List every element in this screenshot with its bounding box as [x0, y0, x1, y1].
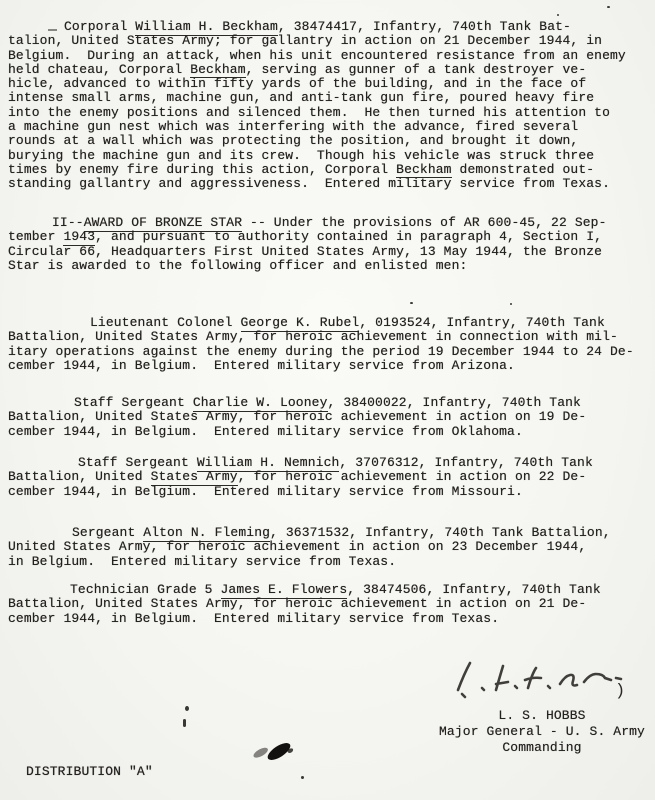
silver-star-citation-beckham [8, 20, 649, 192]
underlined-text: William H. Nemnich [196, 455, 340, 470]
text-line: United States Army, for heroic achievement in action on 23 December 1944, [8, 539, 587, 555]
underlined-text: Beckham [396, 161, 452, 177]
text-line: Battalion, United States Army, for heroic achievement in action on 22 De- [8, 469, 587, 485]
bronze-star-citation-nemnich [8, 456, 649, 499]
text-line: burying the machine gun and its crew. Though his vehicle was struck three [8, 147, 595, 163]
bronze-star-citation-fleming [8, 526, 649, 569]
underlined-text: 1943 [63, 229, 96, 245]
scan-speck [185, 706, 189, 711]
text-line: II--AWARD OF BRONZE STAR -- Under the provisions of AR 600-45, 22 Sep- [52, 215, 607, 230]
scan-speck [183, 719, 186, 727]
text-line: Staff Sergeant Charlie W. Looney, 38400022, Infantry, 740th Tank [74, 395, 581, 410]
signature-block [428, 708, 655, 756]
text-line: held chateau, Corporal Beckham, serving as gunner of a tank destroyer ve- [8, 61, 587, 77]
signature-flourish: ) [615, 682, 626, 701]
underlined-text: Charlie W. Looney [192, 395, 328, 410]
text-line: standing gallantry and aggressiveness. Entered military service from Texas. [8, 176, 611, 192]
bronze-star-citation-looney [8, 396, 649, 439]
text-line: intense small arms, machine gun, and anti-tank gun fire, poured heavy fire [8, 90, 595, 106]
underlined-text: Beckham [190, 61, 246, 77]
scan-speck [607, 6, 610, 8]
section-ii-award-of-bronze-star [8, 216, 649, 273]
text-line: Technician Grade 5 James E. Flowers, 38474506, Infantry, 740th Tank [70, 582, 601, 597]
text-line: into the enemy positions and silenced them. He then turned his attention to [8, 104, 611, 120]
text-line: talion, United States Army; for gallantry in action on 21 December 1944, in [8, 33, 603, 49]
scan-speck [557, 14, 559, 16]
underlined-text: AWARD OF BRONZE STAR [83, 215, 243, 230]
text-line: Staff Sergeant William H. Nemnich, 37076312, Infantry, 740th Tank [78, 455, 593, 470]
scan-stray-mark [48, 29, 57, 31]
text-line: Battalion, United States Army, for heroic achievement in action on 19 De- [8, 409, 587, 425]
text-line: rounds at a wall which was protecting the position, and brought it down, [8, 133, 579, 149]
text-line: Battalion, United States Army, for heroic achievement in connection with mil- [8, 329, 618, 345]
text-line: cember 1944, in Belgium. Entered military service from Oklahoma. [8, 423, 523, 439]
text-line: Battalion, United States Army, for heroic achievement in action on 21 De- [8, 596, 587, 612]
text-line: Sergeant Alton N. Fleming, 36371532, Infantry, 740th Tank Battalion, [72, 525, 611, 540]
bronze-star-citation-rubel [8, 316, 649, 373]
text-line: cember 1944, in Belgium. Entered military service from Texas. [8, 610, 500, 626]
text-line: a machine gun nest which was interfering with the advance, fired several [8, 119, 579, 135]
text-line: in Belgium. Entered military service from Texas. [8, 553, 397, 569]
text-line: cember 1944, in Belgium. Entered military service from Arizona. [8, 357, 515, 373]
signer-rank: Major General - U. S. Army [439, 724, 645, 739]
text-line: cember 1944, in Belgium. Entered military service from Missouri. [8, 483, 523, 499]
text-line: times by enemy fire during this action, Corporal Beckham demonstrated out- [8, 161, 595, 177]
text-line: Belgium. During an attack, when his unit encountered resistance from an enemy [8, 47, 626, 63]
underlined-text: Alton N. Fleming [143, 525, 271, 540]
text-line: tember 1943, and pursuant to authority contained in paragraph 4, Section I, [8, 229, 603, 245]
text-line: itary operations against the enemy during the period 19 December 1944 to 24 De- [8, 343, 634, 359]
scan-speck [410, 302, 413, 304]
underlined-text: William H. Beckham [135, 19, 278, 34]
scan-speck [510, 303, 512, 305]
signer-name: L. S. HOBBS [498, 708, 586, 723]
text-line: hicle, advanced to within fifty yards of the building, and in the face of [8, 76, 587, 92]
scan-speck [301, 776, 304, 779]
text-line: Lieutenant Colonel George K. Rubel, 0193524, Infantry, 740th Tank [90, 315, 605, 330]
text-line: Corporal William H. Beckham, 38474417, Infantry, 740th Tank Bat- [64, 19, 571, 34]
underlined-text: George K. Rubel [240, 315, 360, 330]
text-line: Circular 66, Headquarters First United States Army, 13 May 1944, the Bronze [8, 243, 603, 259]
ink-smudge [265, 740, 293, 763]
underlined-text: James E. Flowers [220, 582, 348, 597]
underlined-text: States Army [150, 469, 238, 485]
distribution-line: DISTRIBUTION "A" [26, 764, 153, 779]
bronze-star-citation-flowers [8, 583, 649, 626]
handwritten-signature [452, 650, 627, 702]
text-line: Star is awarded to the following officer and enlisted men: [8, 257, 468, 273]
signer-role: Commanding [502, 740, 582, 755]
